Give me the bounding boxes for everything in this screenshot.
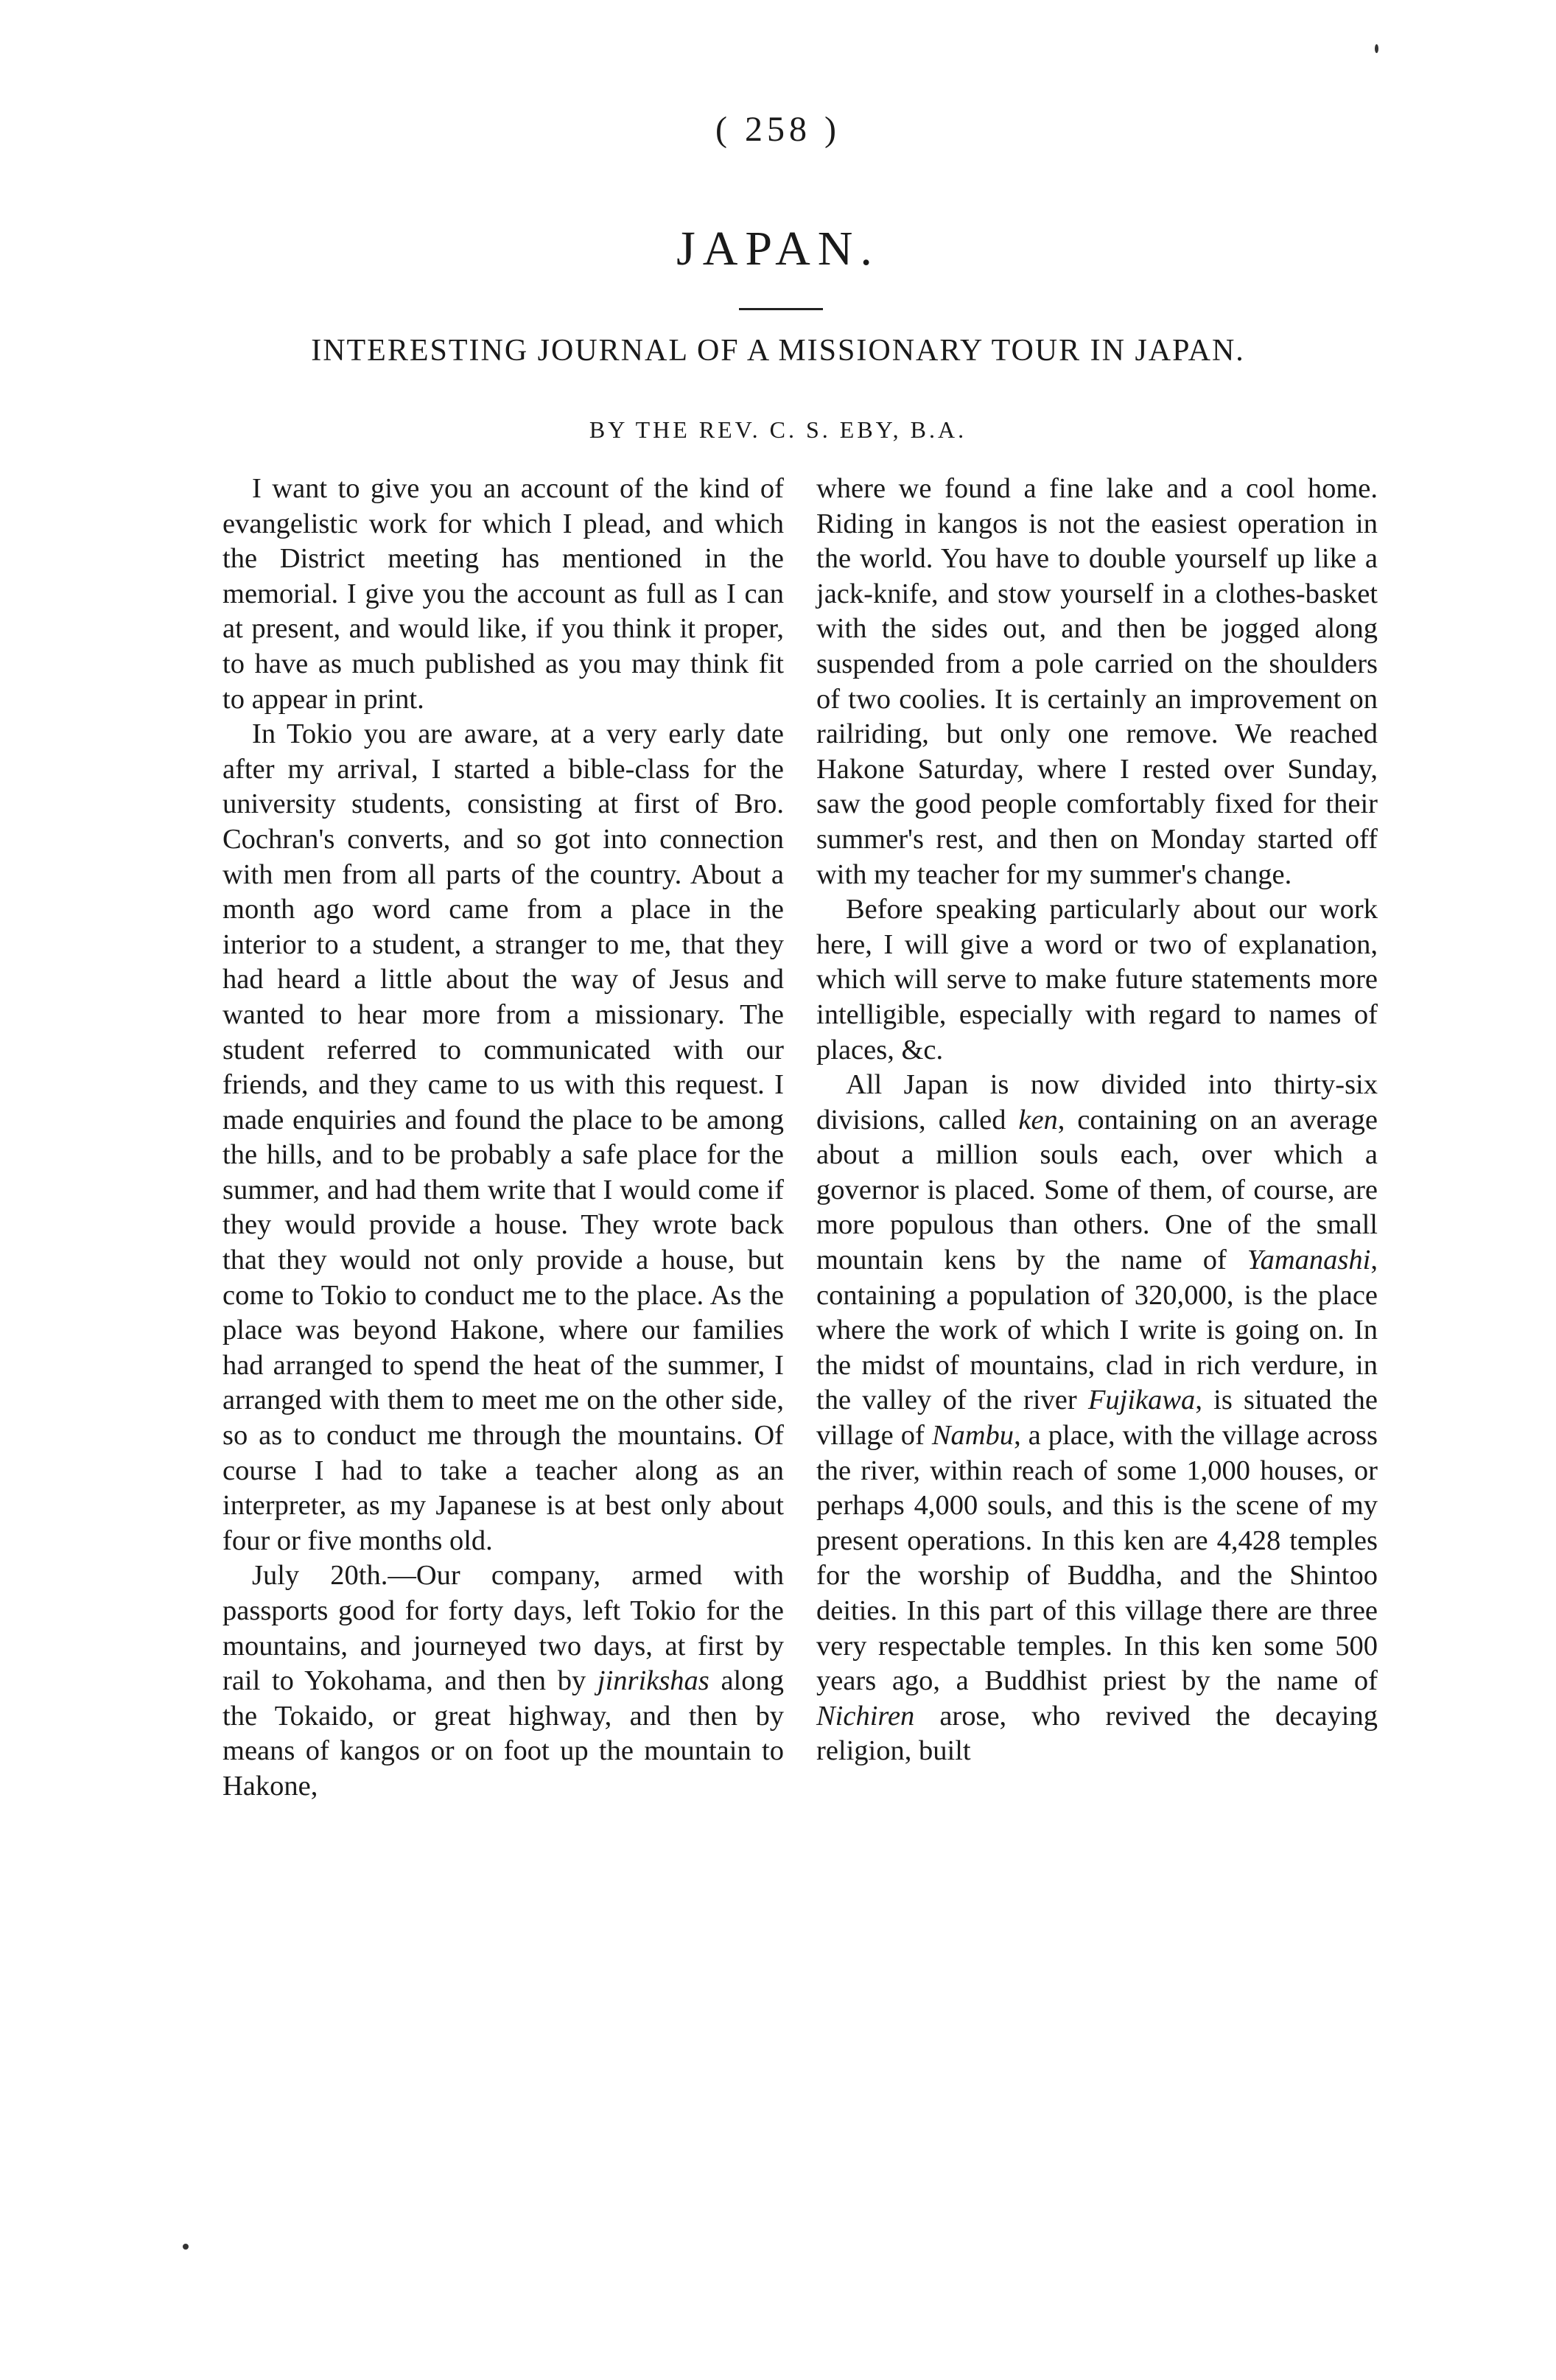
left-column (222, 472, 784, 1805)
paragraph: Before speaking particularly about our work here, I will give a word or two of explanation, which will serve to make future statements more intelligible, especially with regard to names of places, &c. (816, 894, 1378, 1065)
paragraph (222, 1558, 784, 1804)
article-title: INTERESTING JOURNAL OF A MISSIONARY TOUR IN JAPAN. (311, 334, 1245, 368)
speck-mark (183, 2244, 189, 2250)
right-column (816, 472, 1378, 1769)
italic-term: Nichiren (816, 1700, 915, 1732)
page-number: ( 258 ) (715, 110, 841, 149)
paragraph: In Tokio you are aware, at a very early date after my arrival, I started a bible-class for the university students, consisting at first of Bro. Cochran's converts, and so got into connection with men from all parts of the country. About a month ago word came from a place in the interior to a student, a stranger to me, that they had heard a little about the way of Jesus and wanted to hear more from a missionary. The student referred to communicated with our friends, and they came to us with this request. I made enquiries and found the place to be among the hills, and to be probably a safe place for the summer, and had them write that I would come if they would provide a house. They wrote back that they would not only provide a house, but come to Tokio to conduct me to the place. As the place was beyond Hakone, where our families had arranged to spend the heat of the summer, I arranged with them to meet me on the other side, so as to conduct me through the mountains. Of course I had to take a teacher along as an interpreter, as my Japanese is at best only about four or five months old. (222, 718, 784, 1556)
italic-term: Fujikawa (1087, 1385, 1196, 1416)
italic-term: Nambu (931, 1420, 1014, 1452)
text-run: , is situated the village of (816, 1385, 1378, 1452)
text-run: July 20th.—Our company, armed with passports good for forty days, left Tokio for the mountains, and journeyed two days, at first by rail to Yokohama, and then by (222, 1560, 784, 1697)
text-run: All Japan is now divided into thirty-six divisions, called (816, 1069, 1378, 1135)
speck-mark (1375, 44, 1378, 53)
byline: BY THE REV. C. S. EBY, B.A. (589, 416, 967, 443)
text-run: , containing on an average about a million souls each, over which a governor is placed. Some of them, of course, are more populous than others. One of the small mountain kens by the name of (816, 1104, 1378, 1276)
italic-term: jinrikshas (597, 1665, 709, 1697)
text-run: , a place, with the village across the river, within reach of some 1,000 houses, or perhaps 4,000 souls, and this is the scene of my present operations. In this ken are 4,428 temples for the worship of Buddha, and the Shintoo deities. In this part of this village there are three very respectable temples. In this ken some 500 years ago, a Buddhist priest by the name of (816, 1420, 1378, 1697)
text-run: arose, who revived the decaying religion, built (816, 1700, 1378, 1767)
paragraph: where we found a fine lake and a cool home. Riding in kangos is not the easiest operation in the world. You have to double yourself up like a jack-knife, and stow yourself in a clothes-basket with the sides out, and then be jogged along suspended from a pole carried on the shoulders of two coolies. It is certainly an improvement on railriding, but only one remove. We reached Hakone Saturday, where I rested over Sunday, saw the good people comfortably fixed for their summer's rest, and then on Monday started off with my teacher for my summer's change. (816, 473, 1378, 890)
italic-term: Yamanashi (1247, 1245, 1371, 1276)
paragraph: I want to give you an account of the kind of evangelistic work for which I plead, and which the District meeting has mentioned in the memorial. I give you the account as full as I can at present, and would like, if you think it proper, to have as much published as you may think fit to appear in print. (222, 473, 784, 715)
italic-term: ken (1018, 1104, 1058, 1135)
title-rule (739, 308, 823, 310)
paragraph (816, 1068, 1378, 1769)
text-run: along the Tokaido, or great highway, and then by means of kangos or on foot up the mountain to Hakone, (222, 1665, 784, 1802)
text-run: , containing a population of 320,000, is the place where the work of which I write is going on. In the midst of mountains, clad in rich verdure, in the valley of the river (816, 1245, 1378, 1416)
section-title: JAPAN. (676, 222, 880, 276)
